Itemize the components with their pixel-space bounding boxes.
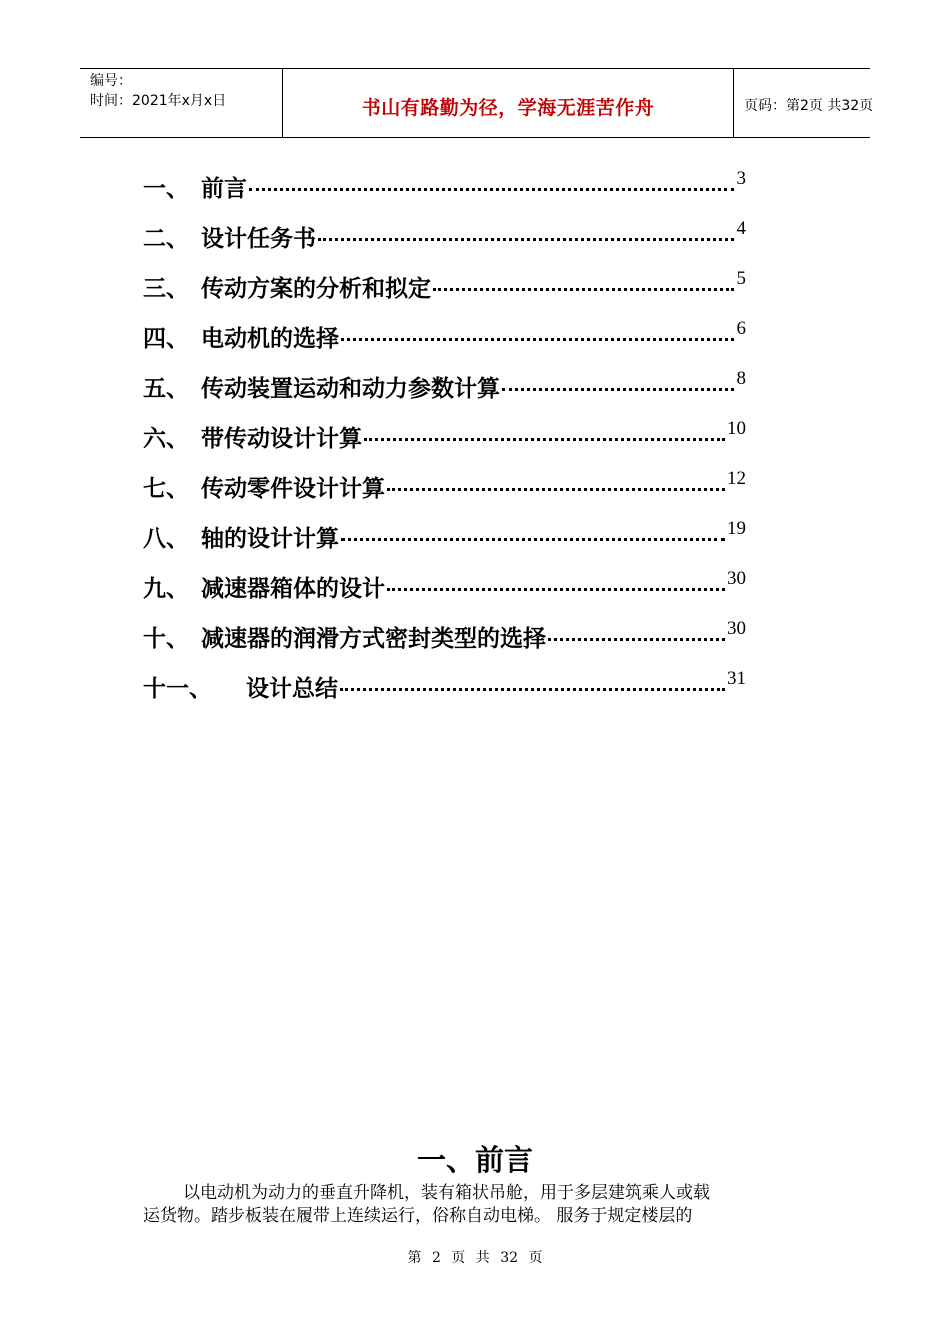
toc-entry-title: 传动装置运动和动力参数计算 bbox=[201, 376, 500, 402]
paragraph-line: 运货物。踏步板装在履带上连续运行，俗称自动电梯。 服务于规定楼层的 bbox=[143, 1206, 693, 1226]
toc-entry bbox=[143, 270, 753, 304]
toc-entry-page: 10 bbox=[727, 418, 746, 439]
toc-entry-number: 十、 bbox=[143, 626, 189, 652]
toc-entry-page: 31 bbox=[727, 668, 746, 689]
toc-entry-page: 3 bbox=[736, 168, 746, 189]
toc-entry-page: 4 bbox=[736, 218, 746, 239]
toc-leader-dots bbox=[548, 634, 725, 641]
toc-entry bbox=[143, 170, 753, 204]
toc-entry-title: 轴的设计计算 bbox=[201, 526, 339, 552]
toc-entry-title: 传动零件设计计算 bbox=[201, 476, 385, 502]
toc-entry-page: 19 bbox=[727, 518, 746, 539]
toc-entry-title: 减速器箱体的设计 bbox=[201, 576, 385, 602]
toc-entry bbox=[143, 570, 753, 604]
toc-entry bbox=[143, 620, 753, 654]
toc-entry-title: 减速器的润滑方式密封类型的选择 bbox=[201, 626, 546, 652]
page-header bbox=[80, 68, 874, 138]
toc-entry-title: 设计任务书 bbox=[201, 226, 316, 252]
toc-entry-number: 四、 bbox=[143, 326, 189, 352]
toc-leader-dots bbox=[318, 234, 734, 241]
toc-leader-dots bbox=[387, 484, 725, 491]
toc-leader-dots bbox=[364, 434, 725, 441]
toc-entry-page: 30 bbox=[727, 618, 746, 639]
toc-entry-title: 带传动设计计算 bbox=[201, 426, 362, 452]
toc-entry-page: 5 bbox=[736, 268, 746, 289]
toc-entry-number: 八、 bbox=[143, 526, 189, 552]
toc-entry-number: 九、 bbox=[143, 576, 189, 602]
toc-entry-title: 设计总结 bbox=[246, 676, 338, 702]
toc-entry-number: 二、 bbox=[143, 226, 189, 252]
toc-entry-number: 一、 bbox=[143, 176, 189, 202]
toc-entry bbox=[143, 520, 753, 554]
toc-entry-title: 电动机的选择 bbox=[201, 326, 339, 352]
toc-entry-title: 前言 bbox=[201, 176, 247, 202]
toc-entry bbox=[143, 670, 753, 704]
toc-entry-number: 三、 bbox=[143, 276, 189, 302]
toc-leader-dots bbox=[341, 534, 725, 541]
toc-leader-dots bbox=[249, 184, 734, 191]
section-title: 一、前言 bbox=[416, 1143, 533, 1177]
toc-leader-dots bbox=[502, 384, 734, 391]
toc-leader-dots bbox=[433, 284, 734, 291]
toc-entry-number: 六、 bbox=[143, 426, 189, 452]
toc-entry bbox=[143, 420, 753, 454]
page-footer: 第 2 页 共 32 页 bbox=[407, 1250, 543, 1266]
document-code-label: 编号： bbox=[90, 73, 132, 89]
toc-leader-dots bbox=[387, 584, 725, 591]
toc-entry-number: 十一、 bbox=[143, 676, 212, 702]
toc-entry-number: 七、 bbox=[143, 476, 189, 502]
header-meta-cell bbox=[80, 69, 283, 137]
header-page-info: 页码：第2页 共32页 bbox=[744, 98, 874, 114]
toc-entry-number: 五、 bbox=[143, 376, 189, 402]
toc-entry-page: 30 bbox=[727, 568, 746, 589]
toc-entry-page: 8 bbox=[736, 368, 746, 389]
header-motto-cell bbox=[283, 69, 734, 137]
toc-leader-dots bbox=[340, 684, 725, 691]
toc-entry-page: 12 bbox=[727, 468, 746, 489]
toc-entry-title: 传动方案的分析和拟定 bbox=[201, 276, 431, 302]
header-page-cell bbox=[734, 69, 874, 137]
document-date: 时间：2021年x月x日 bbox=[90, 93, 227, 109]
toc-entry bbox=[143, 320, 753, 354]
toc-leader-dots bbox=[341, 334, 734, 341]
section-paragraph bbox=[143, 1182, 813, 1228]
toc-entry bbox=[143, 470, 753, 504]
toc-entry bbox=[143, 370, 753, 404]
header-motto: 书山有路勤为径，学海无涯苦作舟 bbox=[361, 97, 655, 119]
toc-entry bbox=[143, 220, 753, 254]
paragraph-line: 以电动机为动力的垂直升降机，装有箱状吊舱，用于多层建筑乘人或载 bbox=[183, 1183, 710, 1203]
toc-entry-page: 6 bbox=[736, 318, 746, 339]
